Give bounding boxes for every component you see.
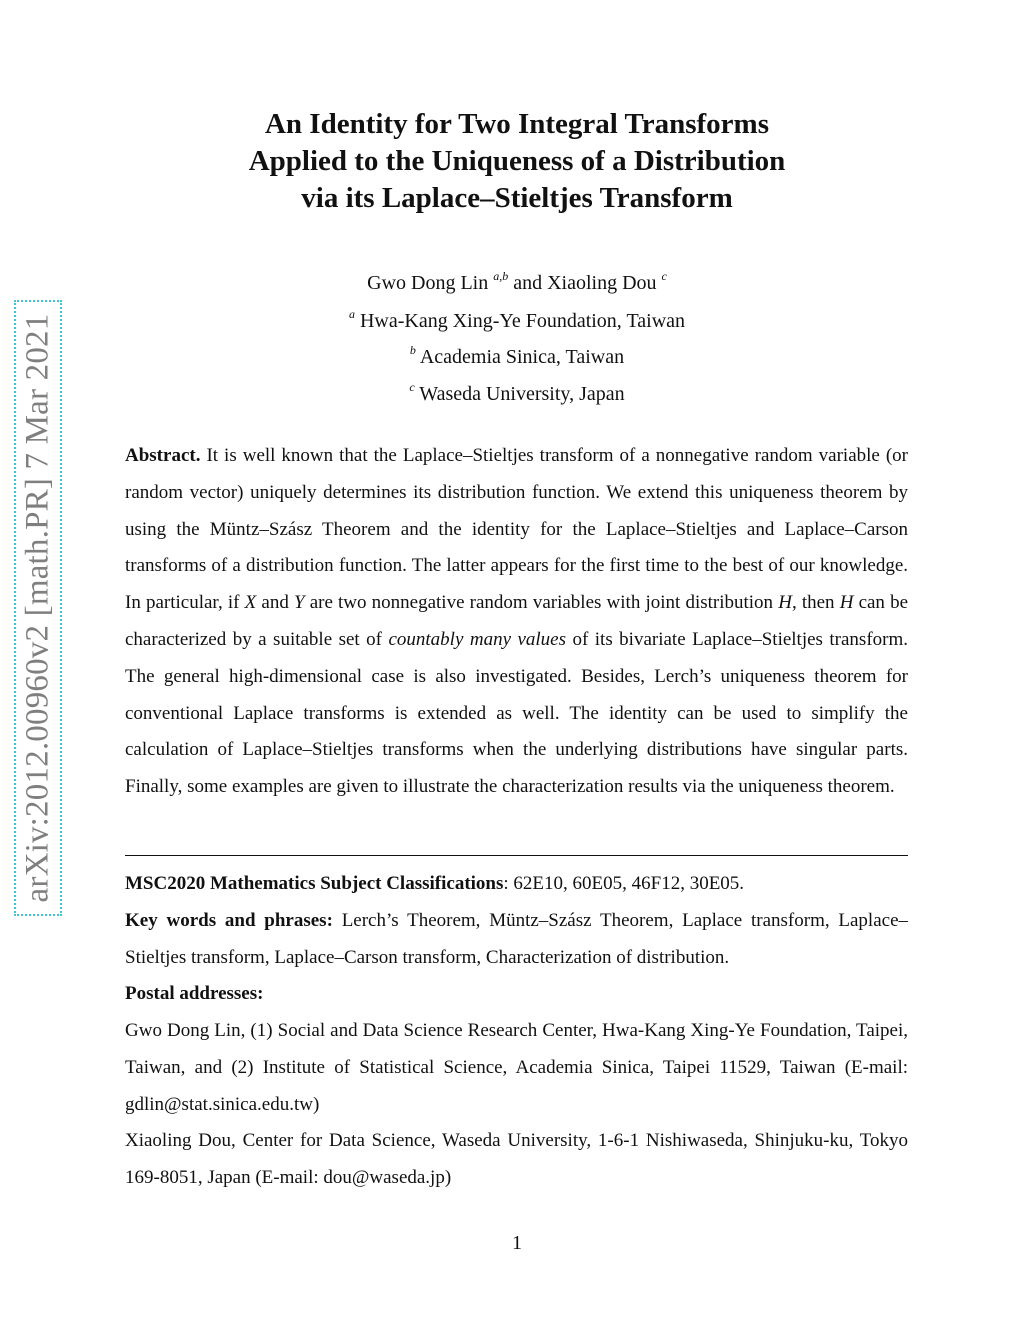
affiliation-text: Waseda University, Japan [419, 383, 625, 405]
math-var: H [839, 592, 854, 614]
abstract-text: of its bivariate Laplace–Stieltjes transform. The general high-dimensional case is also investigated. Besides, Lerch’s uniqueness theorem for conventional Laplace transforms is extended as well. The identity can be used to simplify the calculation of Laplace–Stieltjes transforms when the underlying distributions have singular parts. Finally, some examples are given to illustrate the characterization results via the uniqueness theorem. [125, 628, 909, 798]
abstract-text: , then [791, 592, 835, 614]
abstract-text: are two nonnegative random variables with joint distribution [309, 592, 774, 614]
msc-classification [125, 866, 908, 903]
postal-address-1: Gwo Dong Lin, (1) Social and Data Science Research Center, Hwa-Kang Xing-Ye Foundation, Taipei, Taiwan, and (2) Institute of Statistical Science, Academia Sinica, Taipei 11529, Taiwan (E-mail: gdlin@stat.sinica.edu.tw) [125, 1020, 908, 1115]
postal-label [125, 976, 908, 1013]
postal-label-text: Postal addresses: [125, 983, 264, 1004]
abstract-text: and [261, 592, 289, 614]
affiliation-b [0, 343, 1024, 369]
author-1: Gwo Dong Lin [367, 272, 489, 294]
postal-address-2: Xiaoling Dou, Center for Data Science, Waseda University, 1-6-1 Nishiwaseda, Shinjuku-ku, Tokyo 169-8051, Japan (E-mail: dou@waseda.jp) [125, 1130, 908, 1188]
keywords [125, 903, 908, 977]
abstract-text: can be characterized by a suitable set of [125, 592, 909, 650]
math-var: H [778, 592, 792, 614]
arxiv-stamp-text: arXiv:2012.00960v2 [math.PR] 7 Mar 2021 [19, 313, 56, 903]
math-var: Y [293, 592, 305, 614]
affiliation-a [0, 307, 1024, 333]
affiliation-sup: a [348, 307, 355, 321]
page-number: 1 [512, 1232, 522, 1254]
msc-label: MSC2020 Mathematics Subject Classifications [125, 873, 504, 894]
title-line: Applied to the Uniqueness of a Distribution [248, 145, 786, 177]
divider [125, 855, 908, 856]
author-line [0, 269, 1024, 295]
title-line: via its Laplace–Stieltjes Transform [301, 182, 733, 214]
keywords-text: Lerch’s Theorem, Müntz–Szász Theorem, Laplace transform, Laplace–Stieltjes transform, Laplace–Carson transform, Characterization of distribution. [125, 910, 908, 968]
affiliation-sup: b [409, 343, 416, 357]
author-conj: and Xiaoling Dou [513, 272, 657, 294]
author-2-affil: c [661, 269, 667, 283]
title-line: An Identity for Two Integral Transforms [264, 108, 770, 140]
msc-codes: 62E10, 60E05, 46F12, 30E05. [513, 873, 745, 894]
msc-colon: : [503, 873, 509, 894]
paper-title [160, 106, 874, 217]
author-1-affil: a,b [493, 269, 509, 283]
abstract-emphasis: countably many values [388, 628, 567, 650]
keywords-label: Key words and phrases: [125, 910, 333, 931]
abstract-text: It is well known that the Laplace–Stieltjes transform of a nonnegative random variable (or random vector) uniquely determines its distribution function. We extend this uniqueness theorem by using the Müntz–Szász Theorem and the identity for the Laplace–Stieltjes and Laplace–Carson transforms of a distribution function. The latter appears for the first time to the best of our knowledge. In particular, if [125, 445, 908, 614]
affiliation-sup: c [409, 380, 415, 394]
math-var: X [244, 592, 257, 614]
abstract-label: Abstract. [125, 445, 201, 466]
abstract [125, 438, 908, 806]
affiliation-text: Academia Sinica, Taiwan [419, 346, 625, 368]
affiliation-c [0, 380, 1024, 406]
affiliation-text: Hwa-Kang Xing-Ye Foundation, Taiwan [359, 310, 686, 332]
